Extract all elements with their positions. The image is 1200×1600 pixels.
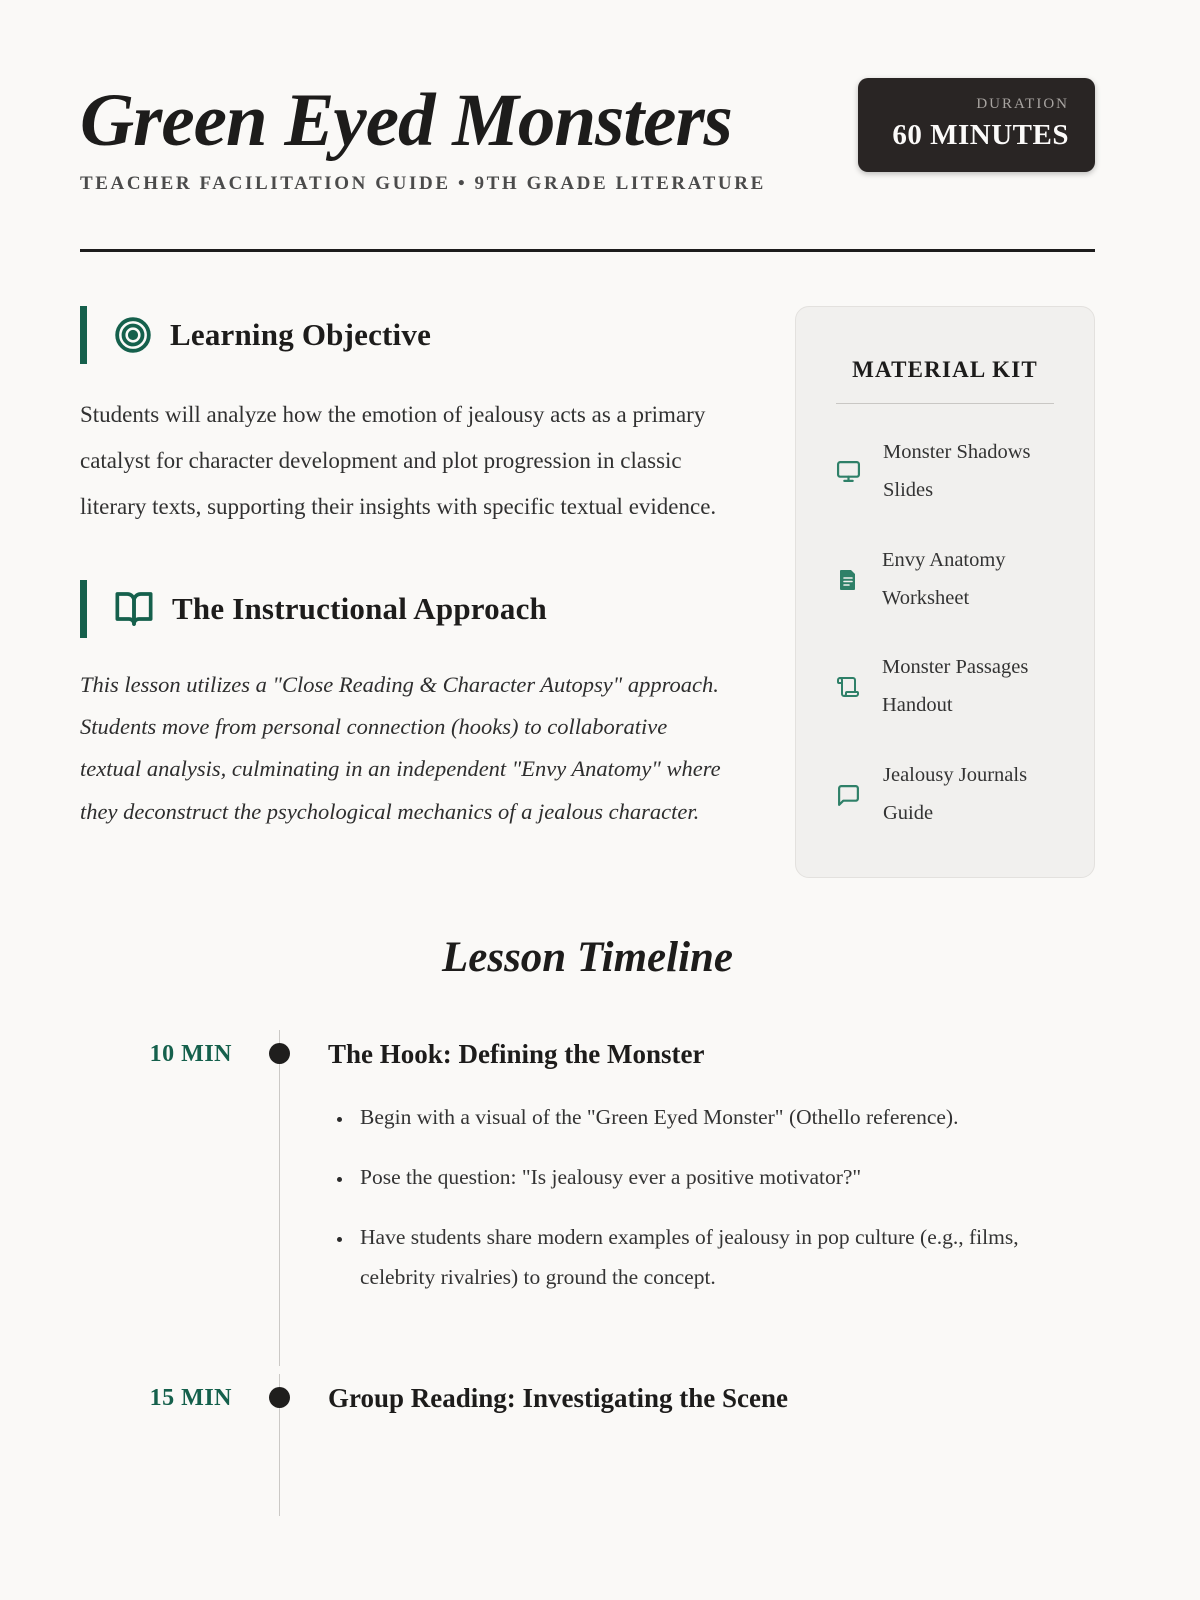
entry-bullet: • Begin with a visual of the "Green Eyed Monster" (Othello reference). [354,1098,1095,1138]
entry-bullet: • Have students share modern examples of jealousy in pop culture (e.g., films, celebrity rivalries) to ground the concept. [354,1218,1095,1298]
material-kit-heading: MATERIAL KIT [836,357,1054,404]
material-item-label: Monster Shadows Slides [883,440,1031,501]
lesson-timeline-section [80,933,1095,1415]
objective-heading-row [80,306,761,364]
timeline-marker [232,1382,328,1416]
material-item [836,542,1054,618]
approach-heading-row [80,580,761,638]
sidebar [795,306,1095,878]
entry-duration: 10 MIN [149,1041,232,1068]
speech-bubble-icon [836,783,861,808]
worksheet-icon [836,568,860,592]
entry-content [328,1382,1095,1416]
duration-label: DURATION [976,96,1069,112]
timeline-entry [80,1038,1095,1318]
entry-bullet-list [328,1098,1095,1298]
document-page [80,0,1095,1416]
material-item [836,649,1054,725]
material-item [836,434,1054,510]
material-kit-card [795,306,1095,878]
timeline-heading: Lesson Timeline [441,934,734,982]
material-item-label: Envy Anatomy Worksheet [882,548,1006,609]
duration-badge [858,78,1095,172]
scroll-icon [836,675,860,699]
doc-header [80,79,1095,195]
entry-title: The Hook: Defining the Monster [328,1039,705,1070]
learning-objective-section [80,306,761,530]
timeline-dot [269,1043,290,1064]
material-item-label: Monster Passages Handout [882,656,1029,717]
entry-title: Group Reading: Investigating the Scene [328,1382,789,1413]
main-column [80,306,761,878]
header-divider [80,249,1095,252]
duration-value: 60 MINUTES [892,119,1069,151]
approach-body: This lesson utilizes a "Close Reading & Character Autopsy" approach. Students move from personal connection (hooks) to collaborative textual analysis, culminating in an independent "Envy Anatomy" where they deconstruct the psychological mechanics of a jealous character. [80,671,721,824]
page-subtitle: TEACHER FACILITATION GUIDE • 9TH GRADE LITERATURE [80,172,766,194]
material-item [836,757,1054,833]
approach-heading: The Instructional Approach [172,590,547,626]
timeline-dot [269,1387,290,1408]
open-book-icon [114,589,154,629]
timeline-line [279,1030,280,1366]
timeline-marker [232,1038,328,1318]
timeline-entry [80,1382,1095,1416]
instructional-approach-section [80,580,761,833]
page-title: Green Eyed Monsters [80,79,732,162]
target-icon [114,316,152,354]
entry-content [328,1038,1095,1318]
material-kit-list [836,434,1054,833]
intro-columns [80,306,1095,878]
material-item-label: Jealousy Journals Guide [883,764,1028,825]
entry-bullet: • Pose the question: "Is jealousy ever a positive motivator?" [354,1158,1095,1198]
timeline [80,1038,1095,1415]
monitor-icon [836,459,861,484]
objective-heading: Learning Objective [170,316,432,352]
entry-duration: 15 MIN [149,1384,232,1411]
objective-body: Students will analyze how the emotion of jealousy acts as a primary catalyst for character development and plot progression in classic literary texts, supporting their insights with specific textual evidence. [80,401,717,519]
